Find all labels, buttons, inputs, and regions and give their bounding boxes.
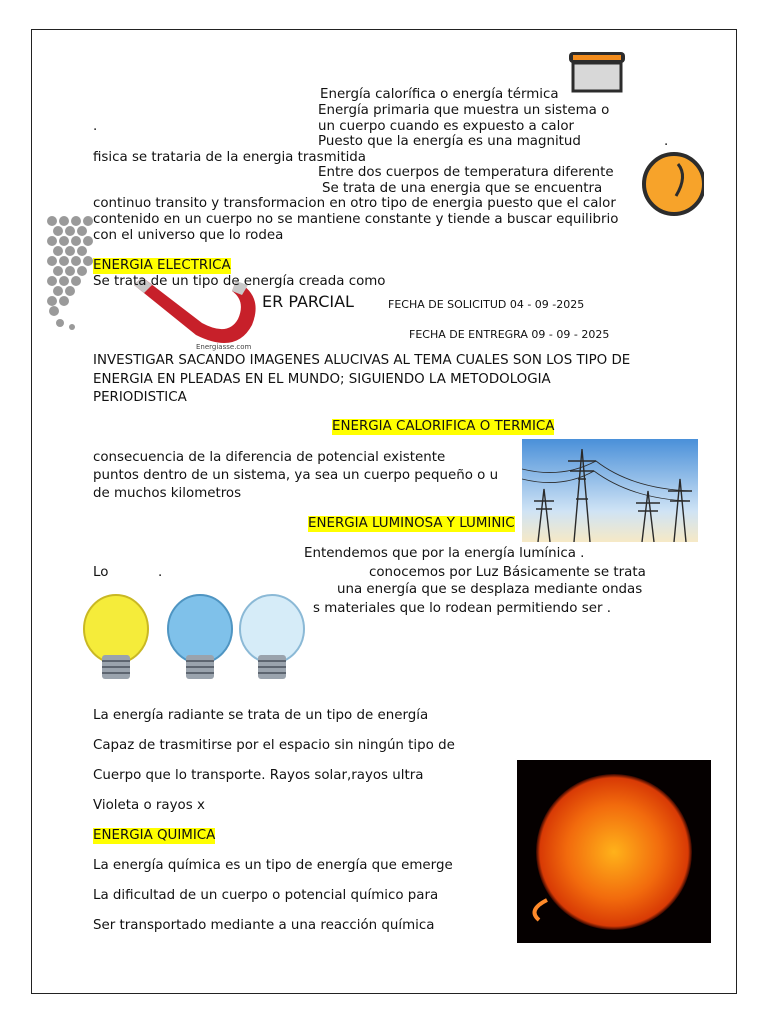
light-bulbs-image xyxy=(82,589,308,695)
instruction-line: ENERGIA EN PLEADAS EN EL MUNDO; SIGUIENDO LA METODOLOGIA xyxy=(93,372,551,387)
text-line: puntos dentro de un sistema, ya sea un cuerpo pequeño o u xyxy=(93,468,499,483)
text-line: . xyxy=(93,119,98,134)
text-line: La dificultad de un cuerpo o potencial químico para xyxy=(93,888,439,903)
heading-energia-calorifica: ENERGIA CALORIFICA O TERMICA xyxy=(332,419,555,434)
instruction-line: PERIODISTICA xyxy=(93,390,187,405)
text-line: Entre dos cuerpos de temperatura diferente xyxy=(318,165,614,180)
parcial-label: ER PARCIAL xyxy=(262,292,354,311)
text-line: Energía calorífica o energía térmica xyxy=(320,87,559,102)
text-line: s materiales que lo rodean permitiendo ser . xyxy=(313,601,611,616)
text-line: Puesto que la energía es una magnitud xyxy=(318,134,581,149)
text-line: Capaz de trasmitirse por el espacio sin ningún tipo de xyxy=(93,738,455,753)
text-line: continuo transito y transformacion en otro tipo de energia puesto que el calor xyxy=(93,196,616,211)
text-line: Lo xyxy=(93,565,109,580)
text-line: Ser transportado mediante a una reacción química xyxy=(93,918,435,933)
power-towers-image xyxy=(522,439,698,542)
text-line: de muchos kilometros xyxy=(93,486,242,501)
heading-energia-quimica: ENERGIA QUIMICA xyxy=(93,828,216,843)
text-line: un cuerpo cuando es expuesto a calor xyxy=(318,119,575,134)
text-line: Energía primaria que muestra un sistema o xyxy=(318,103,610,118)
magnet-caption: Energiasse.com xyxy=(196,343,252,351)
text-line: conocemos por Luz Básicamente se trata xyxy=(369,565,646,580)
fecha-solicitud: FECHA DE SOLICITUD 04 - 09 -2025 xyxy=(388,298,585,311)
text-line: consecuencia de la diferencia de potencial existente xyxy=(93,450,446,465)
text-line: Violeta o rayos x xyxy=(93,798,205,813)
heading-energia-luminosa: ENERGIA LUMINOSA Y LUMINIC xyxy=(308,516,515,531)
sun-image xyxy=(517,760,711,943)
text-line: una energía que se desplaza mediante ondas xyxy=(337,582,643,597)
text-line: Se trata de una energia que se encuentra xyxy=(322,181,603,196)
text-line: contenido en un cuerpo no se mantiene constante y tiende a buscar equilibrio xyxy=(93,212,619,227)
text-line: . xyxy=(158,565,163,580)
text-line: . xyxy=(664,134,669,149)
text-line: Cuerpo que lo transporte. Rayos solar,rayos ultra xyxy=(93,768,424,783)
heading-energia-electrica: ENERGIA ELECTRICA xyxy=(93,258,231,273)
text-line: fisica se trataria de la energia trasmitida xyxy=(93,150,367,165)
text-line: Entendemos que por la energía lumínica . xyxy=(304,546,585,561)
text-line: La energía química es un tipo de energía que emerge xyxy=(93,858,453,873)
text-line: con el universo que lo rodea xyxy=(93,228,284,243)
instruction-line: INVESTIGAR SACANDO IMAGENES ALUCIVAS AL TEMA CUALES SON LOS TIPO DE xyxy=(93,353,631,368)
text-line: Se trata de un tipo de energía creada como xyxy=(93,274,386,289)
fecha-entrega: FECHA DE ENTREGRA 09 - 09 - 2025 xyxy=(409,328,610,341)
text-line: La energía radiante se trata de un tipo de energía xyxy=(93,708,429,723)
